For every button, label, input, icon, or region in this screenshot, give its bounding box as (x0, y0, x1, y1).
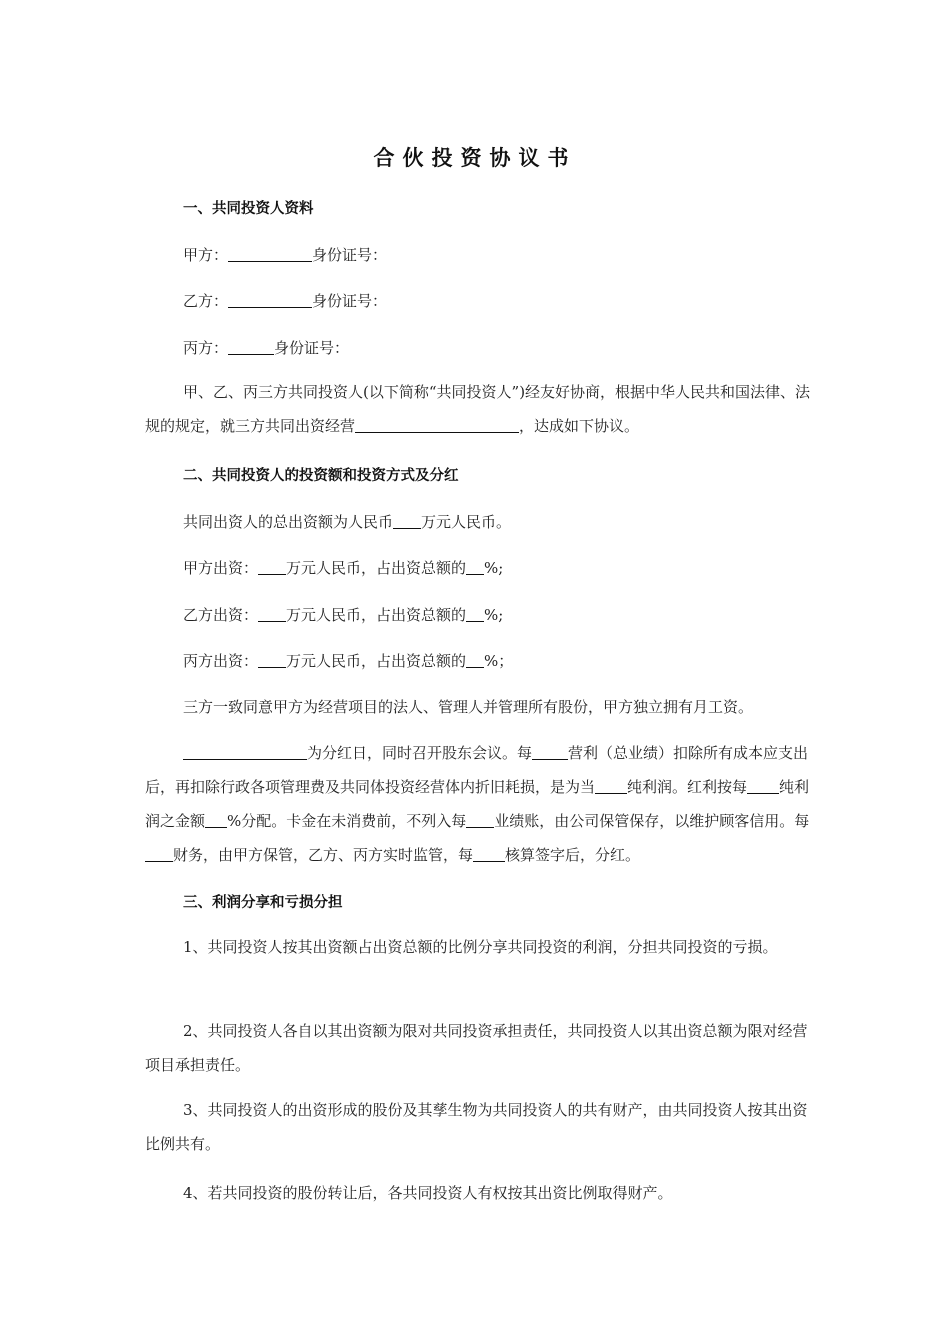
party-a-id-label: 身份证号： (312, 246, 388, 264)
dividend-date-blank (183, 743, 307, 760)
dividend-text-8: 核算签字后，分红。 (505, 846, 641, 864)
profit-clause-4: 4、若共同投资的股份转让后，各共同投资人有权按其出资比例取得财产。 (183, 1184, 673, 1202)
party-a-line (183, 245, 815, 265)
party-c-invest-label: 丙方出资： (183, 652, 259, 670)
party-a-percent-blank (466, 558, 484, 575)
total-amount-blank (393, 512, 421, 529)
party-b-percent-blank (466, 605, 484, 622)
total-text-2: 万元人民币。 (421, 513, 512, 531)
party-b-investment-line (183, 605, 815, 625)
party-a-unit: 万元人民币，占出资总额的 (286, 559, 467, 577)
dividend-text-5: %分配。卡金在未消费前，不列入每 (227, 812, 467, 830)
period-blank-6 (473, 845, 505, 862)
section2-heading: 二、共同投资人的投资额和投资方式及分红 (183, 468, 459, 484)
party-b-line (183, 291, 815, 311)
total-text-1: 共同出资人的总出资额为人民币 (183, 513, 394, 531)
dividend-text-2: 营利（总业绩）扣除所有成本应支出后，再扣除行政各项管理费及共同体投资经营体内折旧耗损，是为当 (145, 744, 809, 796)
party-c-amount-blank (258, 651, 286, 668)
party-b-name-blank (228, 291, 312, 308)
dividend-text-4: 纯利润之金额 (145, 778, 810, 830)
intro-paragraph (145, 375, 815, 443)
period-blank-5 (145, 845, 173, 862)
dividend-text-1: 为分红日，同时召开股东会议。每 (307, 744, 533, 762)
period-blank-4 (466, 811, 494, 828)
profit-clause-3: 3、共同投资人的出资形成的股份及其孳生物为共同投资人的共有财产，由共同投资人按其出资比例共有。 (145, 1101, 808, 1153)
dividend-paragraph (145, 736, 815, 872)
party-c-percent-blank (466, 651, 484, 668)
party-c-label: 丙方： (183, 339, 229, 357)
period-blank-3 (747, 777, 779, 794)
party-b-label: 乙方： (183, 292, 229, 310)
party-c-investment-line (183, 651, 815, 671)
party-b-id-label: 身份证号： (312, 292, 388, 310)
intro-text-2: ，达成如下协议。 (519, 417, 640, 435)
party-b-pct-end: %; (484, 606, 504, 624)
party-a-investment-line (183, 558, 815, 578)
section3-heading: 三、利润分享和亏损分担 (183, 895, 343, 911)
party-c-pct-end: %； (484, 652, 514, 670)
party-c-id-label: 身份证号： (274, 339, 350, 357)
party-a-invest-label: 甲方出资： (183, 559, 259, 577)
dividend-text-6: 业绩账，由公司保管保存，以维护顾客信用。每 (494, 812, 810, 830)
business-name-blank (355, 416, 519, 433)
total-investment-line (183, 512, 815, 532)
party-b-invest-label: 乙方出资： (183, 606, 259, 624)
section1-heading: 一、共同投资人资料 (183, 201, 314, 217)
dividend-text-7: 财务，由甲方保管，乙方、丙方实时监管，每 (173, 846, 474, 864)
manager-clause: 三方一致同意甲方为经营项目的法人、管理人并管理所有股份，甲方独立拥有月工资。 (183, 698, 754, 716)
period-blank-2 (595, 777, 627, 794)
party-b-amount-blank (258, 605, 286, 622)
party-b-unit: 万元人民币，占出资总额的 (286, 606, 467, 624)
document-title: 合伙投资协议书 (373, 146, 577, 170)
party-a-amount-blank (258, 558, 286, 575)
party-a-pct-end: %; (484, 559, 504, 577)
party-a-name-blank (228, 245, 312, 262)
intro-text-1: 甲、乙、丙三方共同投资人(以下简称“共同投资人”)经友好协商，根据中华人民共和国法律、法规的规定，就三方共同出资经营 (145, 383, 811, 435)
profit-clause-1: 1、共同投资人按其出资额占出资总额的比例分享共同投资的利润，分担共同投资的亏损。 (183, 938, 778, 956)
dividend-text-3: 纯利润。红利按每 (627, 778, 748, 796)
party-c-name-blank (228, 338, 274, 355)
party-c-unit: 万元人民币，占出资总额的 (286, 652, 467, 670)
percent-blank (205, 811, 227, 828)
profit-clause-2: 2、共同投资人各自以其出资额为限对共同投资承担责任，共同投资人以其出资总额为限对经营项目承担责任。 (145, 1022, 808, 1074)
period-blank-1 (532, 743, 568, 760)
party-a-label: 甲方： (183, 246, 229, 264)
party-c-line (183, 338, 815, 358)
